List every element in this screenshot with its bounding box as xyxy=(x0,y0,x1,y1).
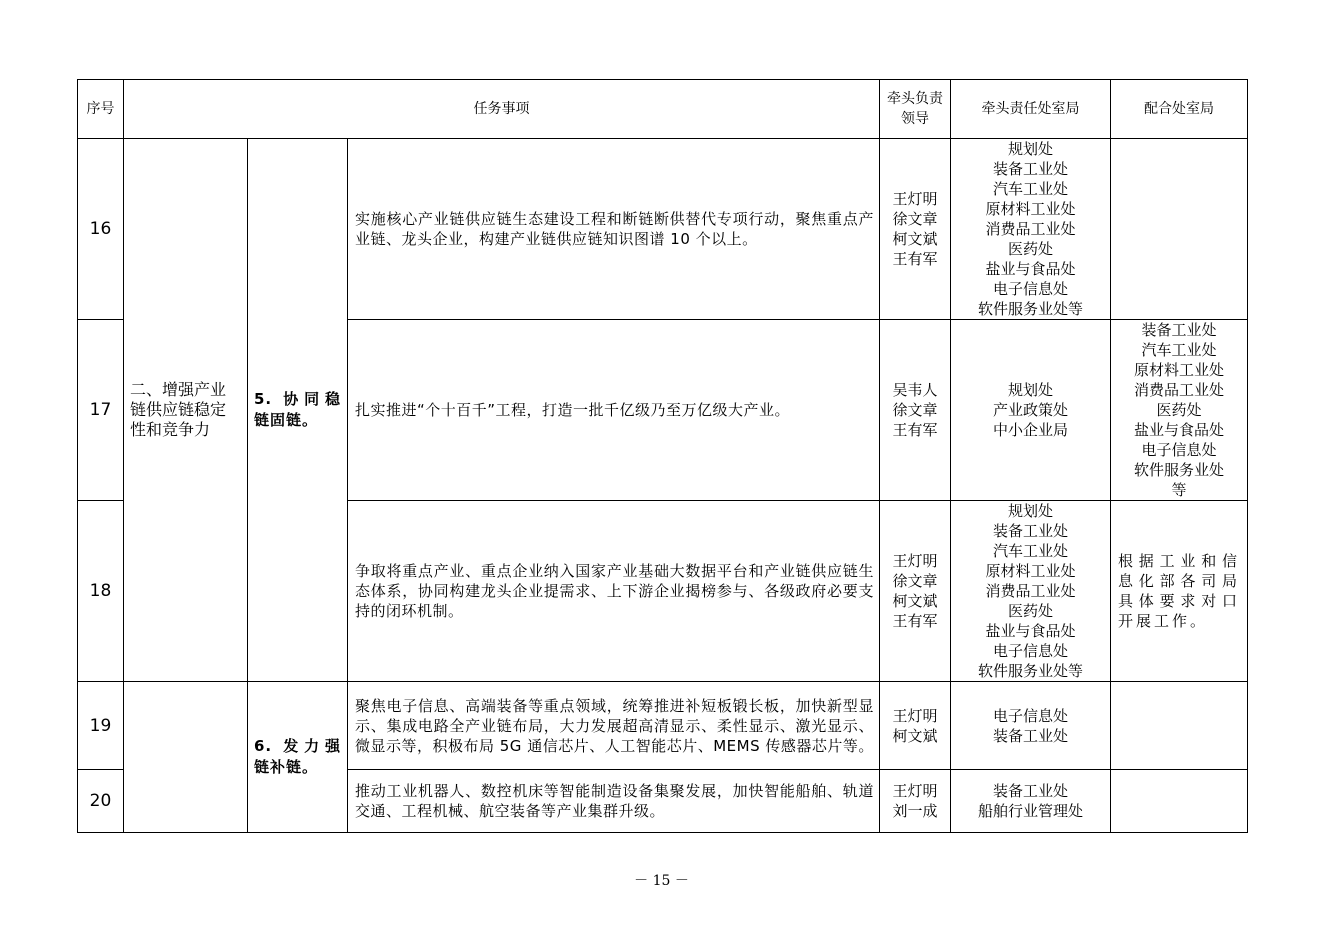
row-number: 19 xyxy=(78,682,124,770)
cell-line: 汽车工业处 xyxy=(992,180,1068,198)
cell-line: 规划处 xyxy=(1007,381,1053,399)
header-seq: 序号 xyxy=(78,80,124,139)
cell-line: 徐文章 xyxy=(892,401,938,419)
cell-line: 产业政策处 xyxy=(992,401,1068,419)
cell-line: 规划处 xyxy=(1007,140,1053,158)
header-leader-text: 牵头负责领导 xyxy=(887,91,943,127)
cell-line: 柯文斌 xyxy=(892,230,938,248)
cell-line: 王灯明 xyxy=(892,706,938,725)
header-task: 任务事项 xyxy=(124,80,880,139)
cell-line: 徐文章 xyxy=(892,572,938,590)
cell-line: 原材料工业处 xyxy=(985,562,1076,580)
coop-dept-cell xyxy=(1111,682,1248,770)
cell-line: 徐文章 xyxy=(892,210,938,228)
row-number: 17 xyxy=(78,320,124,501)
header-leader xyxy=(880,80,951,139)
cell-line: 软件服务业处等 xyxy=(977,662,1083,680)
lead-dept-cell xyxy=(951,320,1111,501)
task-cell: 争取将重点产业、重点企业纳入国家产业基础大数据平台和产业链供应链生态体系，协同构建龙头企业提需求、上下游企业揭榜参与、各级政府必要支持的闭环机制。 xyxy=(348,501,880,682)
cell-line: 中小企业局 xyxy=(992,421,1068,439)
row-number: 18 xyxy=(78,501,124,682)
section-cell-continued xyxy=(124,682,248,833)
coop-dept-cell xyxy=(1111,320,1248,501)
cell-line: 王有军 xyxy=(892,612,938,630)
leader-cell xyxy=(880,139,951,320)
header-coop-dept: 配合处室局 xyxy=(1111,80,1248,139)
coop-dept-cell xyxy=(1111,139,1248,320)
header-lead-dept: 牵头责任处室局 xyxy=(951,80,1111,139)
page-number: － 15 － xyxy=(634,873,689,889)
cell-line: 盐业与食品处 xyxy=(1133,421,1224,439)
cell-line: 柯文斌 xyxy=(892,592,938,610)
cell-line: 消费品工业处 xyxy=(985,220,1076,238)
row-number: 16 xyxy=(78,139,124,320)
cell-line: 装备工业处 xyxy=(992,782,1068,800)
cell-line: 原材料工业处 xyxy=(985,200,1076,218)
leader-cell xyxy=(880,770,951,833)
row-number: 20 xyxy=(78,770,124,833)
cell-line: 王灯明 xyxy=(892,782,938,800)
header-row xyxy=(78,80,1248,139)
cell-line: 王灯明 xyxy=(892,552,938,570)
task-cell: 扎实推进“个十百千”工程，打造一批千亿级乃至万亿级大产业。 xyxy=(348,320,880,501)
leader-cell xyxy=(880,320,951,501)
cell-line: 装备工业处 xyxy=(1141,321,1217,339)
cell-line: 柯文斌 xyxy=(892,726,938,745)
cell-line: 等 xyxy=(1171,481,1187,499)
cell-line: 王灯明 xyxy=(892,190,938,208)
cell-line: 装备工业处 xyxy=(992,726,1068,745)
coop-dept-cell xyxy=(1111,770,1248,833)
task-cell: 推动工业机器人、数控机床等智能制造设备集聚发展，加快智能船舶、轨道交通、工程机械、航空装备等产业集群升级。 xyxy=(348,770,880,833)
cell-line: 王有军 xyxy=(892,421,938,439)
task-cell: 实施核心产业链供应链生态建设工程和断链断供替代专项行动，聚焦重点产业链、龙头企业，构建产业链供应链知识图谱 10 个以上。 xyxy=(348,139,880,320)
cell-line: 医药处 xyxy=(1007,602,1053,620)
section-cell: 二、增强产业链供应链稳定性和竞争力 xyxy=(124,139,248,682)
task-cell: 聚焦电子信息、高端装备等重点领域，统筹推进补短板锻长板，加快新型显示、集成电路全产业链布局，大力发展超高清显示、柔性显示、激光显示、微显示等，积极布局 5G 通信芯片、人工智能芯片、MEMS 传感器芯片等。 xyxy=(348,682,880,770)
cell-line: 盐业与食品处 xyxy=(985,622,1076,640)
cell-line: 消费品工业处 xyxy=(1133,381,1224,399)
lead-dept-cell xyxy=(951,501,1111,682)
lead-dept-cell xyxy=(951,770,1111,833)
lead-dept-cell xyxy=(951,682,1111,770)
cell-line: 软件服务业处等 xyxy=(977,300,1083,318)
subsection-cell: 5. 协同稳链固链。 xyxy=(248,139,348,682)
cell-line: 王有军 xyxy=(892,250,938,268)
cell-line: 汽车工业处 xyxy=(992,542,1068,560)
task-table xyxy=(77,79,1248,833)
leader-cell xyxy=(880,501,951,682)
cell-line: 电子信息处 xyxy=(1141,441,1217,459)
cell-line: 刘一成 xyxy=(892,802,938,820)
cell-line: 消费品工业处 xyxy=(985,582,1076,600)
cell-line: 电子信息处 xyxy=(992,280,1068,298)
cell-line: 吴韦人 xyxy=(892,381,938,399)
cell-line: 盐业与食品处 xyxy=(985,260,1076,278)
cell-line: 软件服务业处 xyxy=(1133,461,1224,479)
leader-cell xyxy=(880,682,951,770)
cell-line: 电子信息处 xyxy=(992,706,1068,725)
lead-dept-cell xyxy=(951,139,1111,320)
cell-line: 医药处 xyxy=(1007,240,1053,258)
cell-line: 电子信息处 xyxy=(992,642,1068,660)
cell-line: 船舶行业管理处 xyxy=(977,802,1083,820)
coop-dept-cell: 根据工业和信息化部各司局具体要求对口开展工作。 xyxy=(1111,501,1248,682)
cell-line: 原材料工业处 xyxy=(1133,361,1224,379)
cell-line: 规划处 xyxy=(1007,502,1053,520)
table-row xyxy=(78,682,1248,770)
subsection-cell: 6. 发力强链补链。 xyxy=(248,682,348,833)
cell-line: 装备工业处 xyxy=(992,160,1068,178)
table-row xyxy=(78,139,1248,320)
cell-line: 汽车工业处 xyxy=(1141,341,1217,359)
cell-line: 装备工业处 xyxy=(992,522,1068,540)
cell-line: 医药处 xyxy=(1156,401,1202,419)
